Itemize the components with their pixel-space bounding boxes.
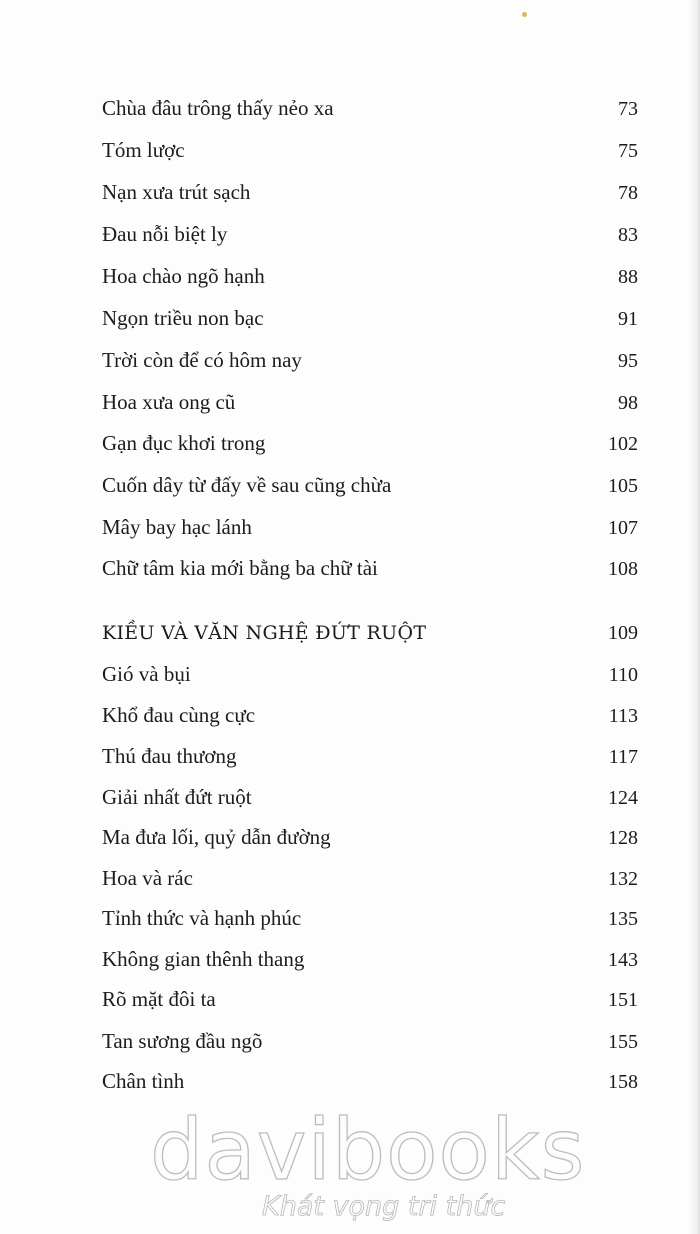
toc-entry-page: 132 — [608, 868, 638, 890]
toc-entry — [102, 303, 638, 333]
paper-speck — [522, 12, 527, 17]
toc-entry-title: Tóm lược — [102, 138, 185, 162]
toc-entry-title: Ngọn triều non bạc — [102, 306, 264, 330]
toc-entry — [102, 261, 638, 291]
toc-entry-title: Hoa và rác — [102, 866, 193, 890]
toc-entry — [102, 553, 638, 583]
toc-entry-page: 102 — [608, 433, 638, 455]
toc-entry — [102, 782, 638, 812]
toc-entry-title: Hoa chào ngõ hạnh — [102, 264, 265, 288]
toc-entry — [102, 822, 638, 852]
toc-entry-title: Nạn xưa trút sạch — [102, 180, 251, 204]
toc-entry-page: 117 — [608, 746, 638, 768]
toc-entry — [102, 863, 638, 893]
toc-entry — [102, 428, 638, 458]
toc-entry-title: Đau nỗi biệt ly — [102, 222, 228, 246]
toc-entry-page: 124 — [608, 787, 638, 809]
watermark-logo-text: davibooks — [150, 1101, 586, 1199]
toc-entry-page: 78 — [618, 182, 638, 204]
toc-entry-title: Trời còn để có hôm nay — [102, 348, 302, 372]
toc-entry-page: 128 — [608, 827, 638, 849]
toc-entry-title: Tan sương đầu ngõ — [102, 1029, 263, 1053]
watermark-tagline: Khát vọng tri thức — [262, 1191, 506, 1222]
toc-entry — [102, 1026, 638, 1056]
toc-entry-title: Giải nhất đứt ruột — [102, 785, 252, 809]
toc-section-page: 109 — [608, 622, 638, 644]
toc-entry-page: 151 — [608, 989, 638, 1011]
toc-entry-title: Không gian thênh thang — [102, 947, 305, 971]
toc-entry-page: 98 — [618, 392, 638, 414]
toc-section-title: KIỀU VÀ VĂN NGHỆ ĐỨT RUỘT — [102, 622, 427, 644]
toc-entry-title: Tỉnh thức và hạnh phúc — [102, 906, 302, 930]
toc-entry-title: Gạn đục khơi trong — [102, 431, 266, 455]
toc-entry-title: Mây bay hạc lánh — [102, 515, 252, 539]
toc-entry — [102, 345, 638, 375]
toc-entry-page: 91 — [618, 308, 638, 330]
toc-section-heading — [102, 618, 638, 648]
page-edge-shadow — [688, 0, 700, 1234]
toc-entry — [102, 387, 638, 417]
toc-entry-page: 110 — [608, 664, 638, 686]
toc-entry — [102, 700, 638, 730]
toc-entry — [102, 659, 638, 689]
toc-entry — [102, 219, 638, 249]
toc-entry — [102, 1066, 638, 1096]
toc-entry-page: 158 — [608, 1071, 638, 1093]
toc-entry-title: Chùa đâu trông thấy nẻo xa — [102, 96, 334, 120]
toc-entry-title: Thú đau thương — [102, 744, 237, 768]
toc-entry-title: Hoa xưa ong cũ — [102, 390, 236, 414]
toc-entry-page: 105 — [608, 475, 638, 497]
toc-entry-title: Chữ tâm kia mới bằng ba chữ tài — [102, 556, 378, 580]
toc-entry — [102, 177, 638, 207]
toc-entry-page: 75 — [618, 140, 638, 162]
toc-entry-page: 108 — [608, 558, 638, 580]
toc-entry-title: Ma đưa lối, quỷ dẫn đường — [102, 825, 331, 849]
toc-entry — [102, 93, 638, 123]
toc-entry-page: 83 — [618, 224, 638, 246]
toc-entry — [102, 512, 638, 542]
toc-entry-page: 73 — [618, 98, 638, 120]
davibooks-watermark — [150, 1100, 586, 1230]
toc-entry-title: Khổ đau cùng cực — [102, 703, 256, 727]
toc-entry-title: Chân tình — [102, 1069, 185, 1093]
toc-entry-page: 143 — [608, 949, 638, 971]
toc-entry-page: 107 — [608, 517, 638, 539]
toc-entry — [102, 984, 638, 1014]
toc-entry-title: Cuốn dây từ đấy về sau cũng chừa — [102, 473, 392, 497]
toc-entry — [102, 903, 638, 933]
toc-entry-title: Rõ mặt đôi ta — [102, 987, 216, 1011]
toc-entry — [102, 741, 638, 771]
toc-entry-page: 88 — [618, 266, 638, 288]
toc-entry-page: 95 — [618, 350, 638, 372]
toc-entry-page: 155 — [608, 1031, 638, 1053]
toc-entry-page: 135 — [608, 908, 638, 930]
toc-entry-page: 113 — [608, 705, 638, 727]
toc-entry-title: Gió và bụi — [102, 662, 191, 686]
toc-entry — [102, 470, 638, 500]
toc-entry — [102, 944, 638, 974]
toc-entry — [102, 135, 638, 165]
